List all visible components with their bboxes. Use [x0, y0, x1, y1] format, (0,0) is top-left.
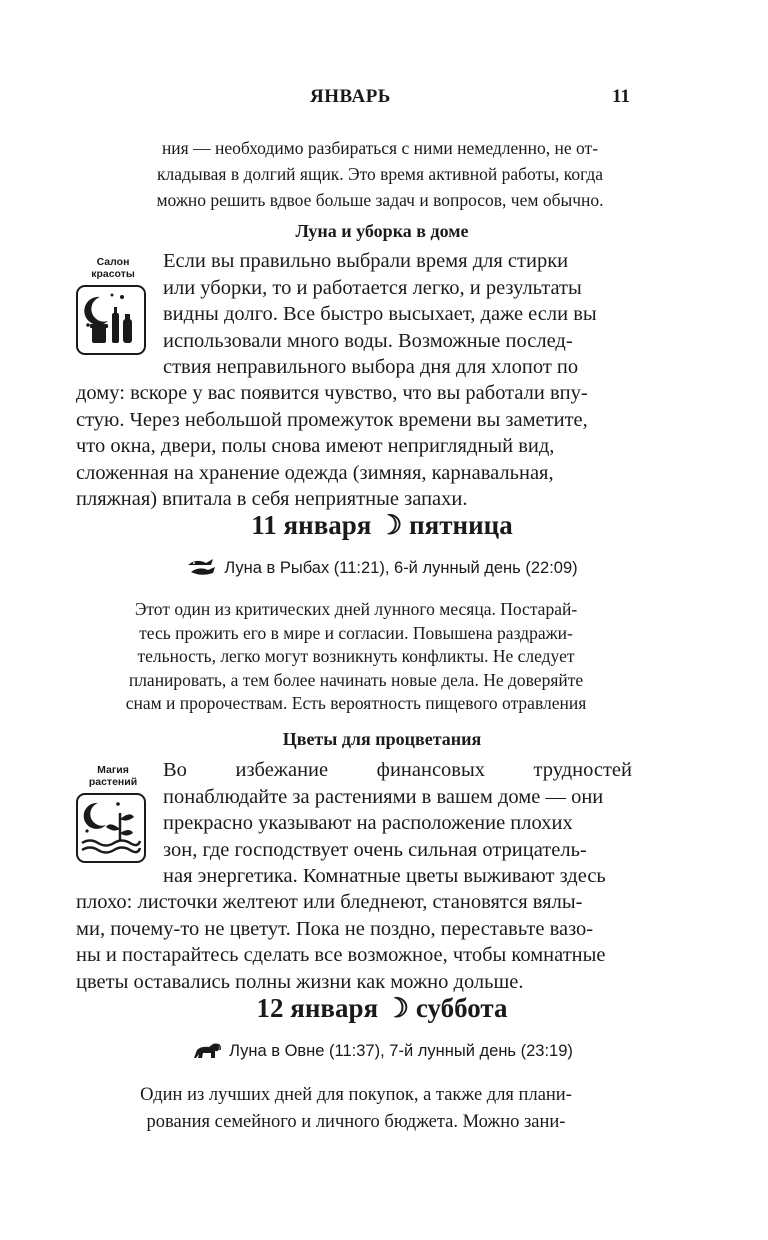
text-line: видны долго. Все быстро высыхает, даже если вы [163, 303, 597, 325]
text-line: ны и постарайтесь сделать все возможное, чтобы комнатные [76, 944, 606, 966]
text-line: пляжная) впитала в себя неприятные запахи. [76, 488, 468, 510]
section1-body [76, 380, 632, 513]
moon-info-line [76, 557, 688, 582]
text-line: сложенная на хранение одежда (зимняя, карнавальная, [76, 461, 554, 484]
moon-info: Луна в Рыбах (11:21), 6-й лунный день (22:09) [224, 559, 578, 577]
text-line: рования семейного и личного бюджета. Можно зани- [146, 1112, 566, 1132]
text-line: или уборки, то и работается легко, и результаты [163, 276, 582, 299]
text-line: ная энергетика. Комнатные цветы выживают здесь [163, 865, 606, 887]
text-line: тесь прожить его в мире и согласии. Повышена раздражи- [139, 622, 573, 643]
text-line: кладывая в долгий ящик. Это время активной работы, когда [156, 164, 604, 184]
day-title: 11 января ☽ пятница [251, 510, 513, 540]
text-line: снам и пророчествам. Есть вероятность пищевого отравления [125, 693, 587, 713]
text-line: прекрасно указывают на расположение плохих [163, 812, 573, 834]
text-line: планировать, а тем более начинать новые дела. Не доверяйте [128, 669, 584, 690]
text-line: Этот один из критических дней лунного месяца. Постарай- [134, 599, 578, 619]
text-line: использовали много воды. Возможные послед- [163, 329, 573, 352]
text-line: ствия неправильного выбора дня для хлопот по [163, 356, 579, 378]
moon-info-line [76, 1040, 688, 1065]
text-line: Во избежание финансовых трудностей [163, 759, 632, 781]
text-line: стую. Через небольшой промежуток времени вы заметите, [76, 408, 588, 431]
plant-magic-badge [76, 764, 150, 863]
text-line: ния — необходимо разбираться с ними немедленно, не от- [161, 138, 599, 158]
beauty-salon-icon [76, 285, 146, 355]
beauty-salon-badge [76, 256, 150, 355]
text-line: дому: вскоре у вас появится чувство, что вы работали впу- [76, 382, 588, 404]
text-line: зон, где господствует очень сильная отрицатель- [163, 838, 587, 861]
icon-label: Салон красоты [91, 256, 135, 280]
icon-label: Магия растений [88, 764, 138, 788]
section-heading-plants: Цветы для процветания [282, 729, 482, 749]
text-line: тельность, легко могут возникнуть конфликты. Не следует [137, 646, 575, 666]
moon-info: Луна в Овне (11:37), 7-й лунный день (23:19) [229, 1042, 573, 1060]
pisces-icon [186, 557, 218, 582]
running-head: ЯНВАРЬ [310, 86, 391, 107]
text-line: Один из лучших дней для покупок, а также для плани- [140, 1085, 572, 1105]
text-line: понаблюдайте за растениями в вашем доме — они [163, 785, 604, 808]
section2-intro [163, 757, 632, 890]
plant-magic-icon [76, 793, 146, 863]
aries-icon [191, 1040, 223, 1065]
day-title: 12 января ☽ суббота [256, 993, 508, 1023]
section2-body [76, 889, 632, 995]
text-line: что окна, двери, полы снова имеют неприглядный вид, [76, 435, 555, 457]
page-number: 11 [612, 86, 630, 107]
text-line: можно решить вдвое больше задач и вопросов, чем обычно. [156, 190, 604, 210]
text-line: плохо: листочки желтеют или бледнеют, становятся вялы- [76, 891, 583, 913]
text-line: цветы оставались полны жизни как можно дольше. [76, 970, 524, 993]
section-heading-cleaning: Луна и уборка в доме [295, 221, 469, 241]
text-line: ми, почему-то не цветут. Пока не поздно, переставьте вазо- [76, 917, 594, 940]
day-description [96, 1082, 616, 1136]
continuation-paragraph [138, 135, 622, 213]
section1-intro [163, 248, 632, 381]
text-line: Если вы правильно выбрали время для стирки [163, 250, 569, 272]
day-description [96, 598, 616, 716]
